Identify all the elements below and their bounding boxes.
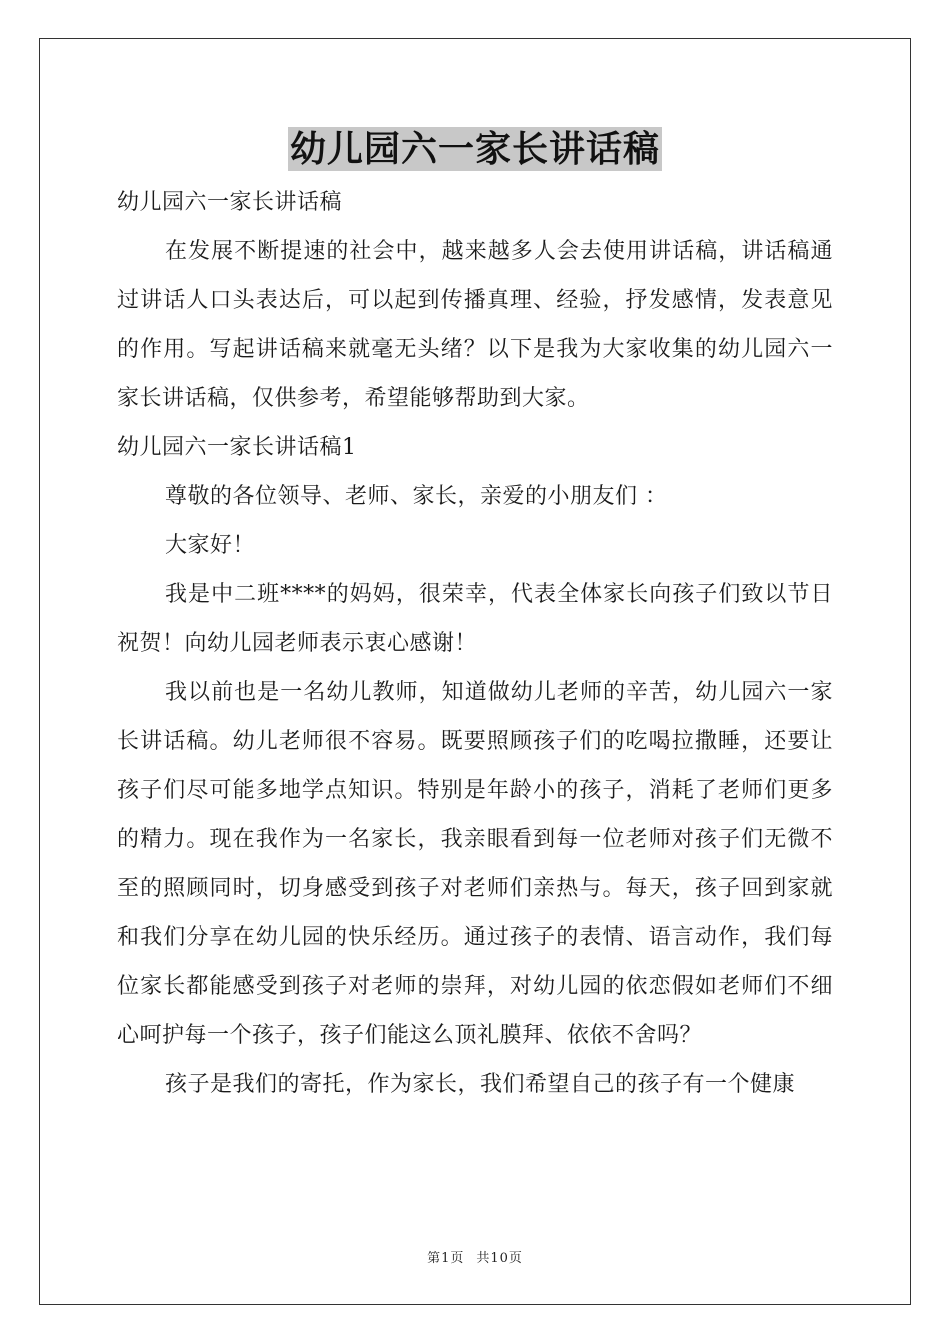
paragraph-subtitle: 幼儿园六一家长讲话稿 (117, 190, 343, 215)
paragraph-body-3: 孩子是我们的寄托，作为家长，我们希望自己的孩子有一个健康 (165, 1072, 796, 1097)
page-number: 第1页 (427, 1251, 465, 1266)
document-title-text: 幼儿园六一家长讲话稿 (289, 128, 660, 170)
paragraph-body-1: 我是中二班****的妈妈，很荣幸，代表全体家长向孩子们致以节日祝贺！向幼儿园老师表示衷心感谢！ (117, 582, 833, 656)
paragraph-body-2: 我以前也是一名幼儿教师，知道做幼儿老师的辛苦，幼儿园六一家长讲话稿。幼儿老师很不容易。既要照顾孩子们的吃喝拉撒睡，还要让孩子们尽可能多地学点知识。特别是年龄小的孩子，消耗了老师们更多的精力。现在我作为一名家长，我亲眼看到每一位老师对孩子们无微不至的照顾同时，切身感受到孩子对老师们亲热与。每天，孩子回到家就和我们分享在幼儿园的快乐经历。通过孩子的表情、语言动作，我们每位家长都能感受到孩子对老师的崇拜，对幼儿园的依恋假如老师们不细心呵护每一个孩子，孩子们能这么顶礼膜拜、依依不舍吗？ (117, 680, 833, 1048)
page-total: 共10页 (476, 1251, 523, 1266)
document-body (117, 178, 833, 1109)
document-title (0, 127, 950, 178)
paragraph-section-heading: 幼儿园六一家长讲话稿1 (117, 435, 357, 460)
paragraph-greeting: 大家好！ (165, 533, 256, 558)
paragraph-salutation: 尊敬的各位领导、老师、家长，亲爱的小朋友们 ： (165, 484, 668, 509)
page-footer (0, 1247, 950, 1266)
paragraph-intro: 在发展不断提速的社会中，越来越多人会去使用讲话稿，讲话稿通过讲话人口头表达后，可以起到传播真理、经验，抒发感情，发表意见的作用。写起讲话稿来就毫无头绪？以下是我为大家收集的幼儿园六一家长讲话稿，仅供参考，希望能够帮助到大家。 (117, 239, 833, 411)
